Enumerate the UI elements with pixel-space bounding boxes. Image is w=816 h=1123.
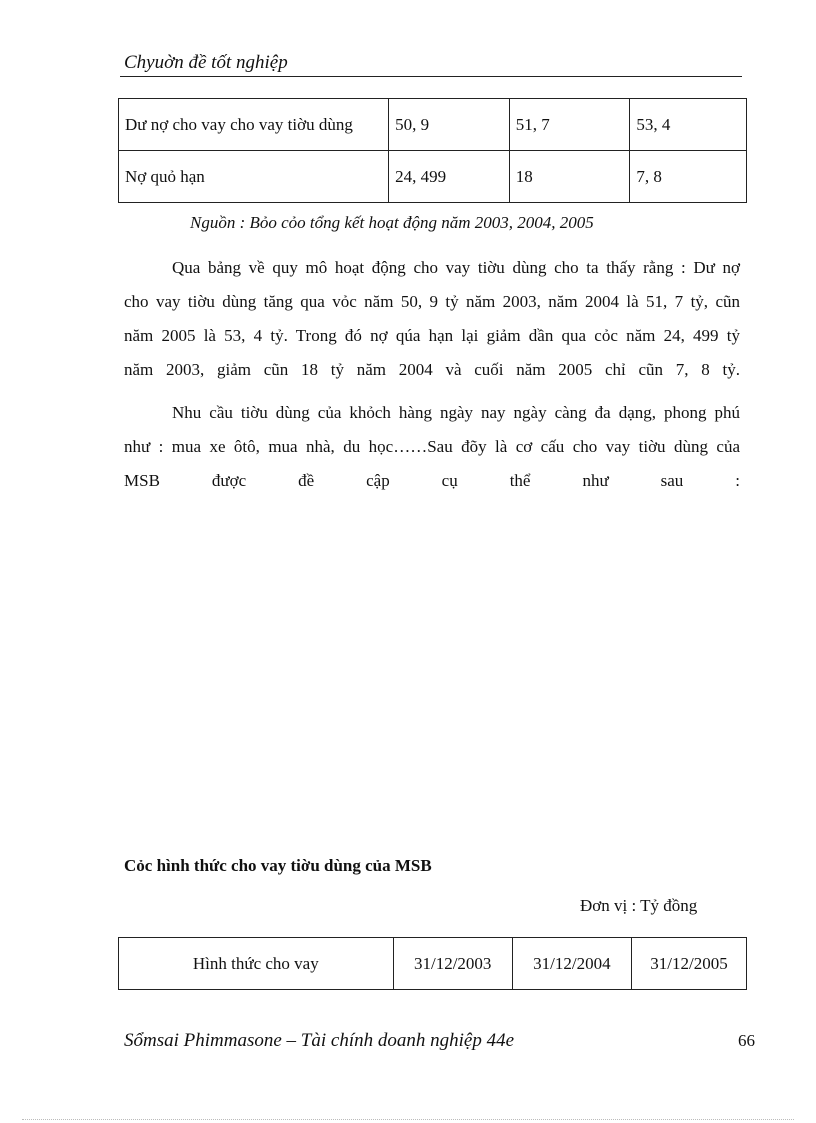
paragraph-line: như : mua xe ôtô, mua nhà, du học……Sau đõy là cơ cấu cho vay tiờu dùng của [124,437,740,456]
page-number: 66 [738,1031,755,1050]
unit-label: Đơn vị : Tỷ đồng [580,896,698,915]
header-cell-2004: 31/12/2004 [512,938,631,990]
cell-2005: 53, 4 [630,99,747,151]
header-cell-loan-form: Hình thức cho vay [119,938,394,990]
outstanding-loans-table [118,98,747,203]
row-label: Dư nợ cho vay cho vay tiờu dùng [119,99,389,151]
header-title: Chyuờn đề tốt nghiệp [124,52,288,73]
cell-2003: 50, 9 [389,99,510,151]
paragraph-line: cho vay tiờu dùng tăng qua vỏc năm 50, 9 tỷ năm 2003, năm 2004 là 51, 7 tỷ, cũn [124,292,740,311]
header-rule [120,76,742,77]
cell-2004: 18 [509,151,630,203]
row-label: Nợ quỏ hạn [119,151,389,203]
page-bottom-border [22,1119,794,1120]
paragraph-line: Nhu cầu tiờu dùng của khỏch hàng ngày nay ngày càng đa dạng, phong phú [172,403,740,422]
loan-forms-table [118,937,747,990]
paragraph-loan-scale [124,251,740,387]
cell-2004: 51, 7 [509,99,630,151]
section-title: Cỏc hình thức cho vay tiờu dùng của MSB [124,856,432,875]
paragraph-consumer-needs [124,396,740,498]
table-row [119,99,747,151]
header-cell-2003: 31/12/2003 [393,938,512,990]
paragraph-line: MSB được đề cập cụ thể như sau : [124,471,740,490]
footer-author: Sổmsai Phimmasone – Tài chính doanh nghiệp 44e [124,1030,515,1051]
paragraph-line: năm 2003, giảm cũn 18 tỷ năm 2004 và cuối năm 2005 chỉ cũn 7, 8 tỷ. [124,360,740,379]
paragraph-line: năm 2005 là 53, 4 tỷ. Trong đó nợ qúa hạn lại giảm dần qua cỏc năm 24, 499 tỷ [124,326,740,345]
cell-2003: 24, 499 [389,151,510,203]
cell-2005: 7, 8 [630,151,747,203]
paragraph-line: Qua bảng về quy mô hoạt động cho vay tiờu dùng cho ta thấy rằng : Dư nợ [172,258,740,277]
table-source-note: Nguồn : Bỏo cỏo tổng kết hoạt động năm 2003, 2004, 2005 [190,213,594,232]
table-header-row [119,938,747,990]
header-cell-2005: 31/12/2005 [631,938,746,990]
table-row [119,151,747,203]
